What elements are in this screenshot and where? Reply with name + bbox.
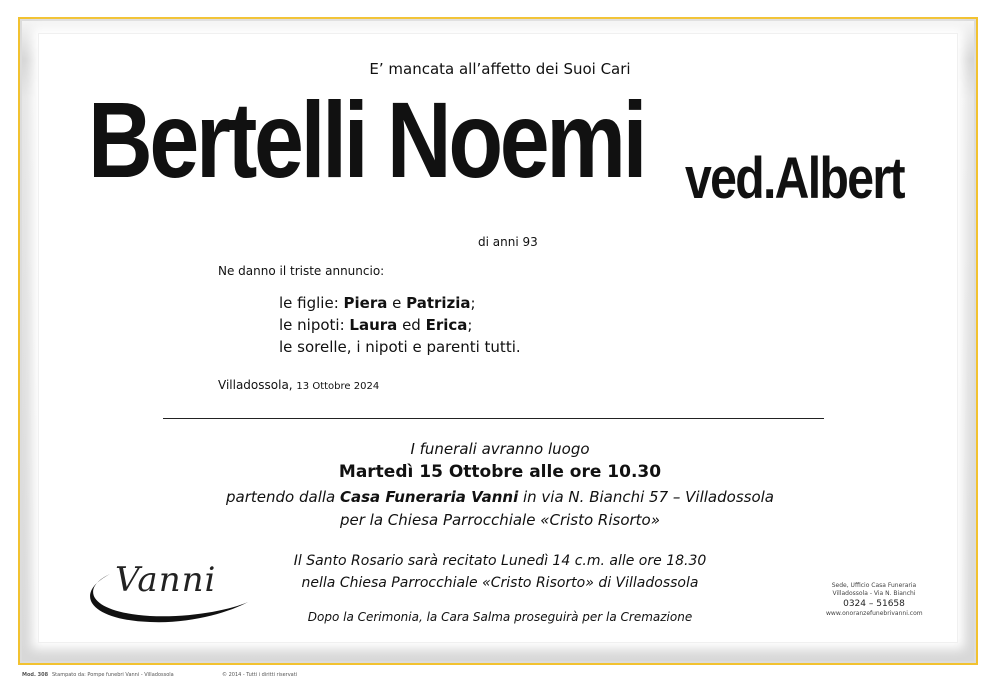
family-conj: e <box>387 294 407 312</box>
deceased-name: Bertelli Noemi <box>88 79 645 200</box>
funeral-prefix: partendo dalla <box>226 488 340 506</box>
funeral-line-3 <box>0 488 1000 506</box>
family-line-others: le sorelle, i nipoti e parenti tutti. <box>279 338 521 356</box>
funeral-datetime: Martedì 15 Ottobre alle ore 10.30 <box>338 462 662 482</box>
family-line-daughters <box>279 292 521 314</box>
footer-model: Mod. 308 <box>22 672 49 678</box>
family-name: Erica <box>425 316 468 334</box>
rosary-line-1: Il Santo Rosario sarà recitato Lunedì 14 c.m. alle ore 18.30 <box>293 553 707 569</box>
family-conj: ed <box>397 316 426 334</box>
announcement-text: Ne danno il triste annuncio: <box>218 264 385 278</box>
family-line-granddaughters <box>279 314 521 336</box>
footer-copyright: © 2014 - Tutti i diritti riservati <box>222 672 298 678</box>
office-line-1: Sede, Ufficio Casa Funeraria <box>831 582 917 589</box>
funeral-line-4: per la Chiesa Parrocchiale «Cristo Risorto» <box>339 511 660 529</box>
cremation-note: Dopo la Cerimonia, la Cara Salma proseguirà per la Cremazione <box>307 610 693 624</box>
office-line-2: Villadossola - Via N. Bianchi <box>832 590 916 597</box>
divider <box>163 418 824 419</box>
rosary-line-2: nella Chiesa Parrocchiale «Cristo Risorto» di Villadossola <box>301 575 699 591</box>
deceased-name-suffix: ved.Albert <box>685 146 904 211</box>
family-label: le figlie: <box>279 294 344 312</box>
family-label: le nipoti: <box>279 316 350 334</box>
family-name: Patrizia <box>406 294 471 312</box>
place-text: Villadossola, <box>218 378 297 392</box>
family-punct: ; <box>467 316 473 334</box>
family-name: Piera <box>343 294 388 312</box>
office-phone: 0324 – 51658 <box>843 599 905 609</box>
place-date <box>218 378 379 392</box>
age-text: di anni 93 <box>478 235 538 249</box>
funeral-line-1: I funerali avranno luogo <box>410 440 590 458</box>
funeral-home-name: Casa Funeraria Vanni <box>340 488 519 506</box>
family-punct: ; <box>470 294 476 312</box>
funeral-address: in via N. Bianchi 57 – Villadossola <box>518 488 774 506</box>
family-name: Laura <box>349 316 398 334</box>
office-info <box>826 582 922 618</box>
family-list <box>279 292 521 358</box>
intro-text: E’ mancata all’affetto dei Suoi Cari <box>369 60 631 78</box>
date-text: 13 Ottobre 2024 <box>296 381 380 392</box>
footer-printer: Stampato da: Pompe funebri Vanni - Villadossola <box>52 672 174 678</box>
office-website: www.onoranzefunebrivanni.com <box>826 610 923 617</box>
vanni-logo-text: Vanni <box>115 560 217 600</box>
